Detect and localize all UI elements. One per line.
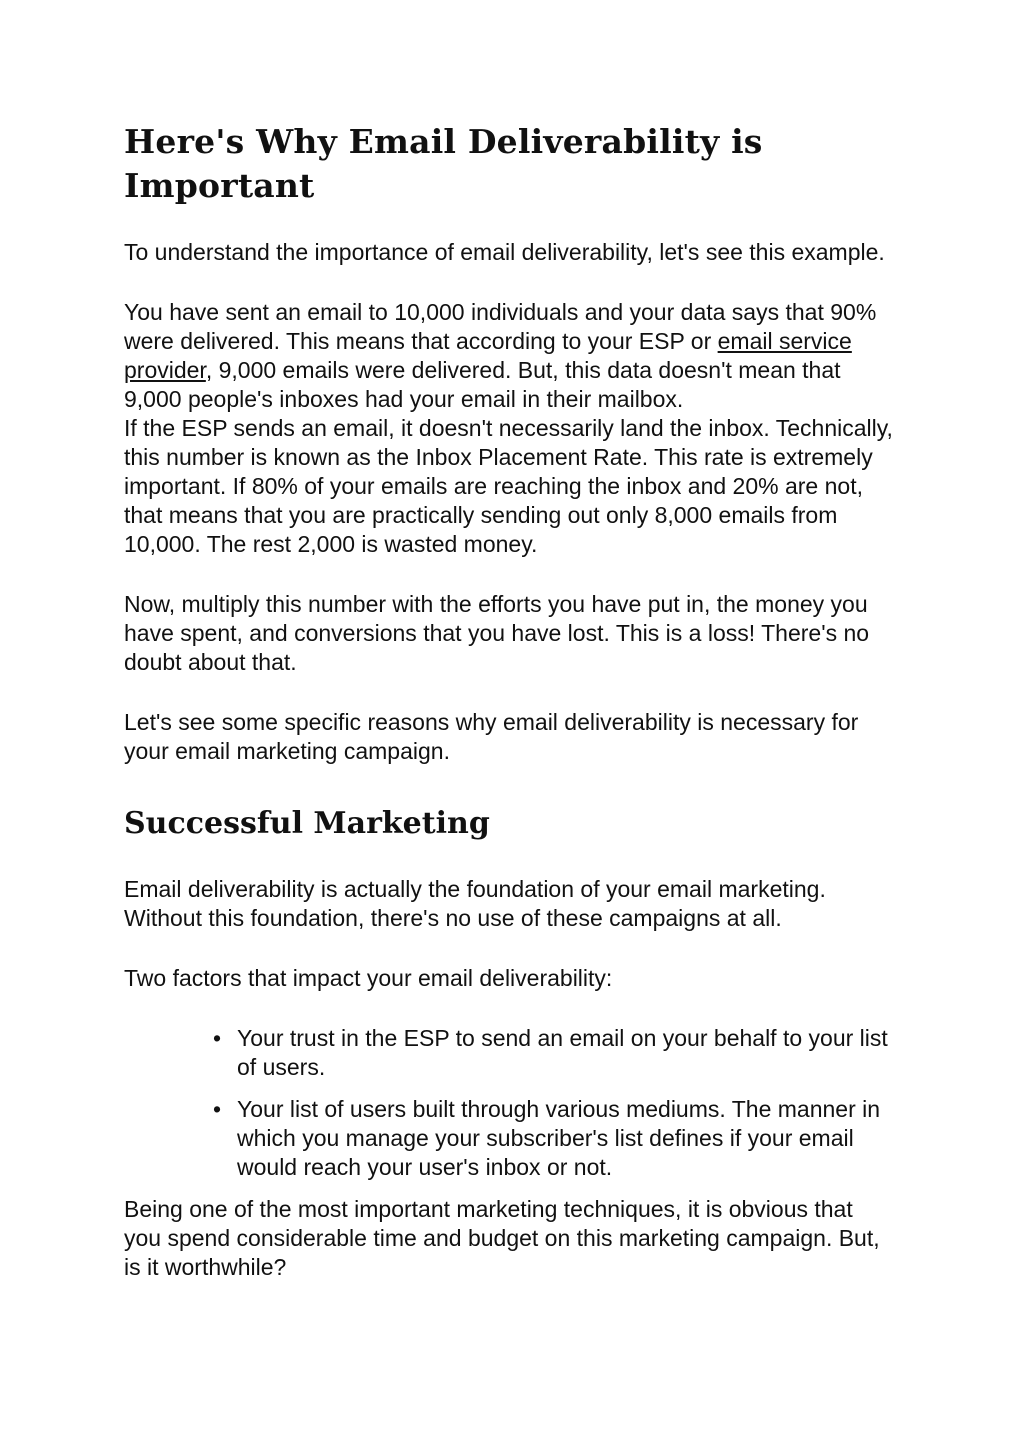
bullet-icon: •: [212, 1025, 222, 1051]
foundation-paragraph: Email deliverability is actually the foundation of your email marketing. Without this foundation, there's no use of these campaigns at all.: [124, 876, 826, 931]
list-item: [212, 1095, 894, 1182]
bullet-icon: •: [212, 1096, 222, 1122]
closing-paragraph: Being one of the most important marketing techniques, it is obvious that you spend considerable time and budget on this marketing campaign. But, is it worthwhile?: [124, 1196, 880, 1280]
multiply-paragraph: Now, multiply this number with the efforts you have put in, the money you have spent, and conversions that you have lost. This is a loss! There's no doubt about that.: [124, 591, 870, 675]
list-item-text: Your trust in the ESP to send an email on your behalf to your list of users.: [237, 1025, 888, 1080]
example-text-after-link: , 9,000 emails were delivered. But, this data doesn't mean that 9,000 people's inboxes had your email in their mailbox.: [124, 357, 841, 412]
reasons-intro-paragraph: Let's see some specific reasons why email deliverability is necessary for your email marketing campaign.: [124, 709, 859, 764]
factors-list: [124, 1024, 894, 1182]
example-paragraph: [124, 298, 894, 559]
list-item-text: Your list of users built through various mediums. The manner in which you manage your subscriber's list defines if your email would reach your user's inbox or not.: [237, 1096, 881, 1180]
list-item: [212, 1024, 894, 1082]
section-heading: Successful Marketing: [124, 806, 490, 841]
factors-intro-paragraph: Two factors that impact your email deliverability:: [124, 965, 613, 991]
example-continuation: If the ESP sends an email, it doesn't necessarily land the inbox. Technically, this number is known as the Inbox Placement Rate. This rate is extremely important. If 80% of your emails are reaching the inbox and 20% are not, that means that you are practically sending out only 8,000 emails from 10,000. The rest 2,000 is wasted money.: [124, 415, 893, 557]
email-service-provider-link[interactable]: email service provider: [124, 328, 852, 383]
page-title: Here's Why Email Deliverability is Important: [124, 122, 763, 205]
intro-paragraph: To understand the importance of email deliverability, let's see this example.: [124, 239, 885, 265]
example-text-before-link: You have sent an email to 10,000 individuals and your data says that 90% were delivered. This means that according to your ESP or: [124, 299, 877, 354]
document-page: [124, 120, 894, 1282]
